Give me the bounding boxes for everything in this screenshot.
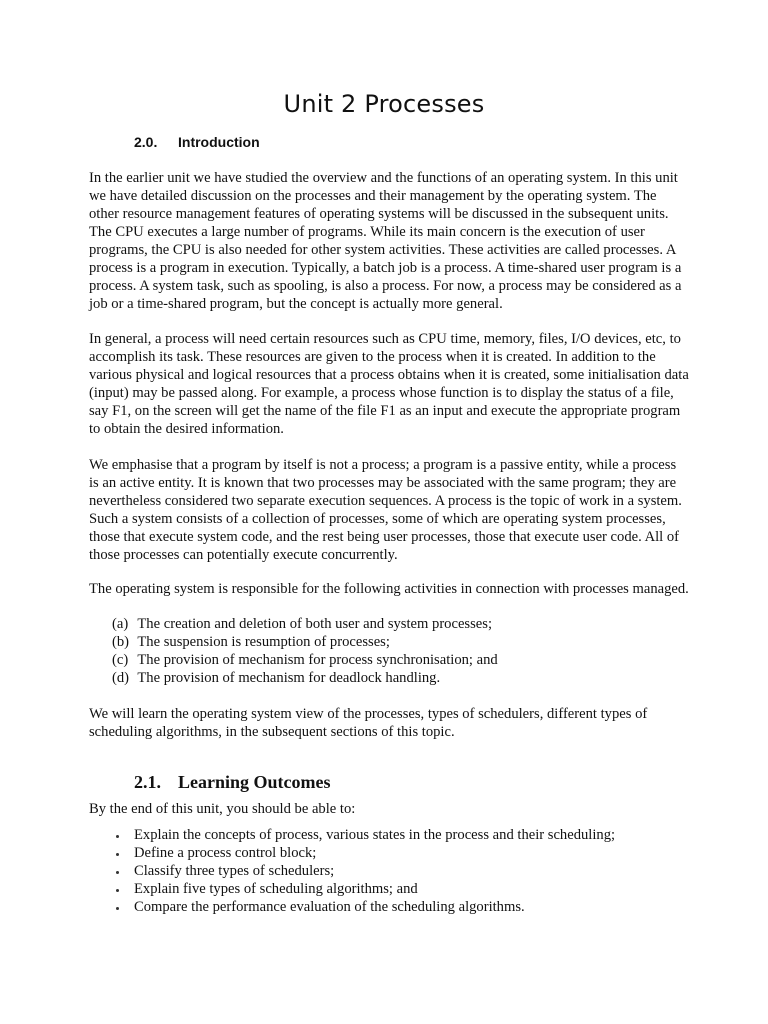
section-number: 2.0. [134, 134, 158, 150]
list-item [112, 651, 498, 669]
section-heading-introduction [134, 134, 260, 150]
bullet-icon [116, 889, 119, 892]
list-item [112, 826, 615, 844]
list-item-text: Explain the concepts of process, various states in the process and their scheduling; [134, 827, 616, 843]
list-item-text: Compare the performance evaluation of the scheduling algorithms. [134, 899, 525, 915]
list-item [112, 633, 498, 651]
list-item-text: Explain five types of scheduling algorithms; and [134, 881, 418, 897]
list-item [112, 615, 498, 633]
list-marker: (b) [112, 634, 130, 650]
list-item [112, 898, 615, 916]
activities-list [112, 615, 498, 687]
list-item-text: Classify three types of schedulers; [134, 863, 335, 879]
list-marker: (a) [112, 616, 129, 632]
paragraph-4: The operating system is responsible for the following activities in connection with processes managed. [89, 581, 689, 597]
bullet-icon [116, 871, 119, 874]
section-heading-learning-outcomes [134, 772, 331, 793]
bullet-icon [116, 835, 119, 838]
section-title: Introduction [178, 134, 260, 150]
page-title: Unit 2 Processes [283, 90, 485, 118]
section-number: 2.1. [134, 772, 161, 792]
list-item-text: The suspension is resumption of processes; [137, 634, 390, 650]
learning-outcomes-intro: By the end of this unit, you should be able to: [89, 801, 356, 817]
paragraph-2: In general, a process will need certain resources such as CPU time, memory, files, I/O devices, etc, to accomplish its task. These resources are given to the process when it is created. In addition to the various physical and logical resources that a process obtains when it is created, some initialisation data (input) may be passed along. For example, a process whose function is to display the status of a file, say F1, on the screen will get the name of the file F1 as an input and execute the appropriate program to obtain the desired information. [89, 331, 689, 437]
list-item-text: The provision of mechanism for process synchronisation; and [137, 652, 498, 668]
list-item-text: The creation and deletion of both user and system processes; [137, 616, 492, 632]
paragraph-3: We emphasise that a program by itself is not a process; a program is a passive entity, while a process is an active entity. It is known that two processes may be associated with the same program; they are nevertheless considered two separate execution sequences. A process is the topic of work in a system. Such a system consists of a collection of processes, some of which are operating system processes, those that execute system code, and the rest being user processes, those that execute user code. All of those processes can potentially execute concurrently. [89, 457, 682, 563]
list-marker: (d) [112, 670, 130, 686]
list-item [112, 844, 615, 862]
list-item-text: Define a process control block; [134, 845, 317, 861]
list-marker: (c) [112, 652, 129, 668]
section-title: Learning Outcomes [178, 772, 331, 792]
bullet-icon [116, 853, 119, 856]
list-item-text: The provision of mechanism for deadlock handling. [137, 670, 441, 686]
paragraph-1: In the earlier unit we have studied the overview and the functions of an operating system. In this unit we have detailed discussion on the processes and their management by the operating system. The other resource management features of operating systems will be discussed in the subsequent units. The CPU executes a large number of programs. While its main concern is the execution of user programs, the CPU is also needed for other system activities. These activities are called processes. A process is a program in execution. Typically, a batch job is a process. A time-shared user program is a process. A system task, such as spooling, is also a process. For now, a process may be considered as a job or a time-shared program, but the concept is actually more general. [89, 170, 682, 312]
learning-outcomes-list [112, 826, 615, 916]
bullet-icon [116, 907, 119, 910]
list-item [112, 862, 615, 880]
list-item [112, 880, 615, 898]
list-item [112, 669, 498, 687]
paragraph-5: We will learn the operating system view of the processes, types of schedulers, different types of scheduling algorithms, in the subsequent sections of this topic. [89, 706, 648, 740]
